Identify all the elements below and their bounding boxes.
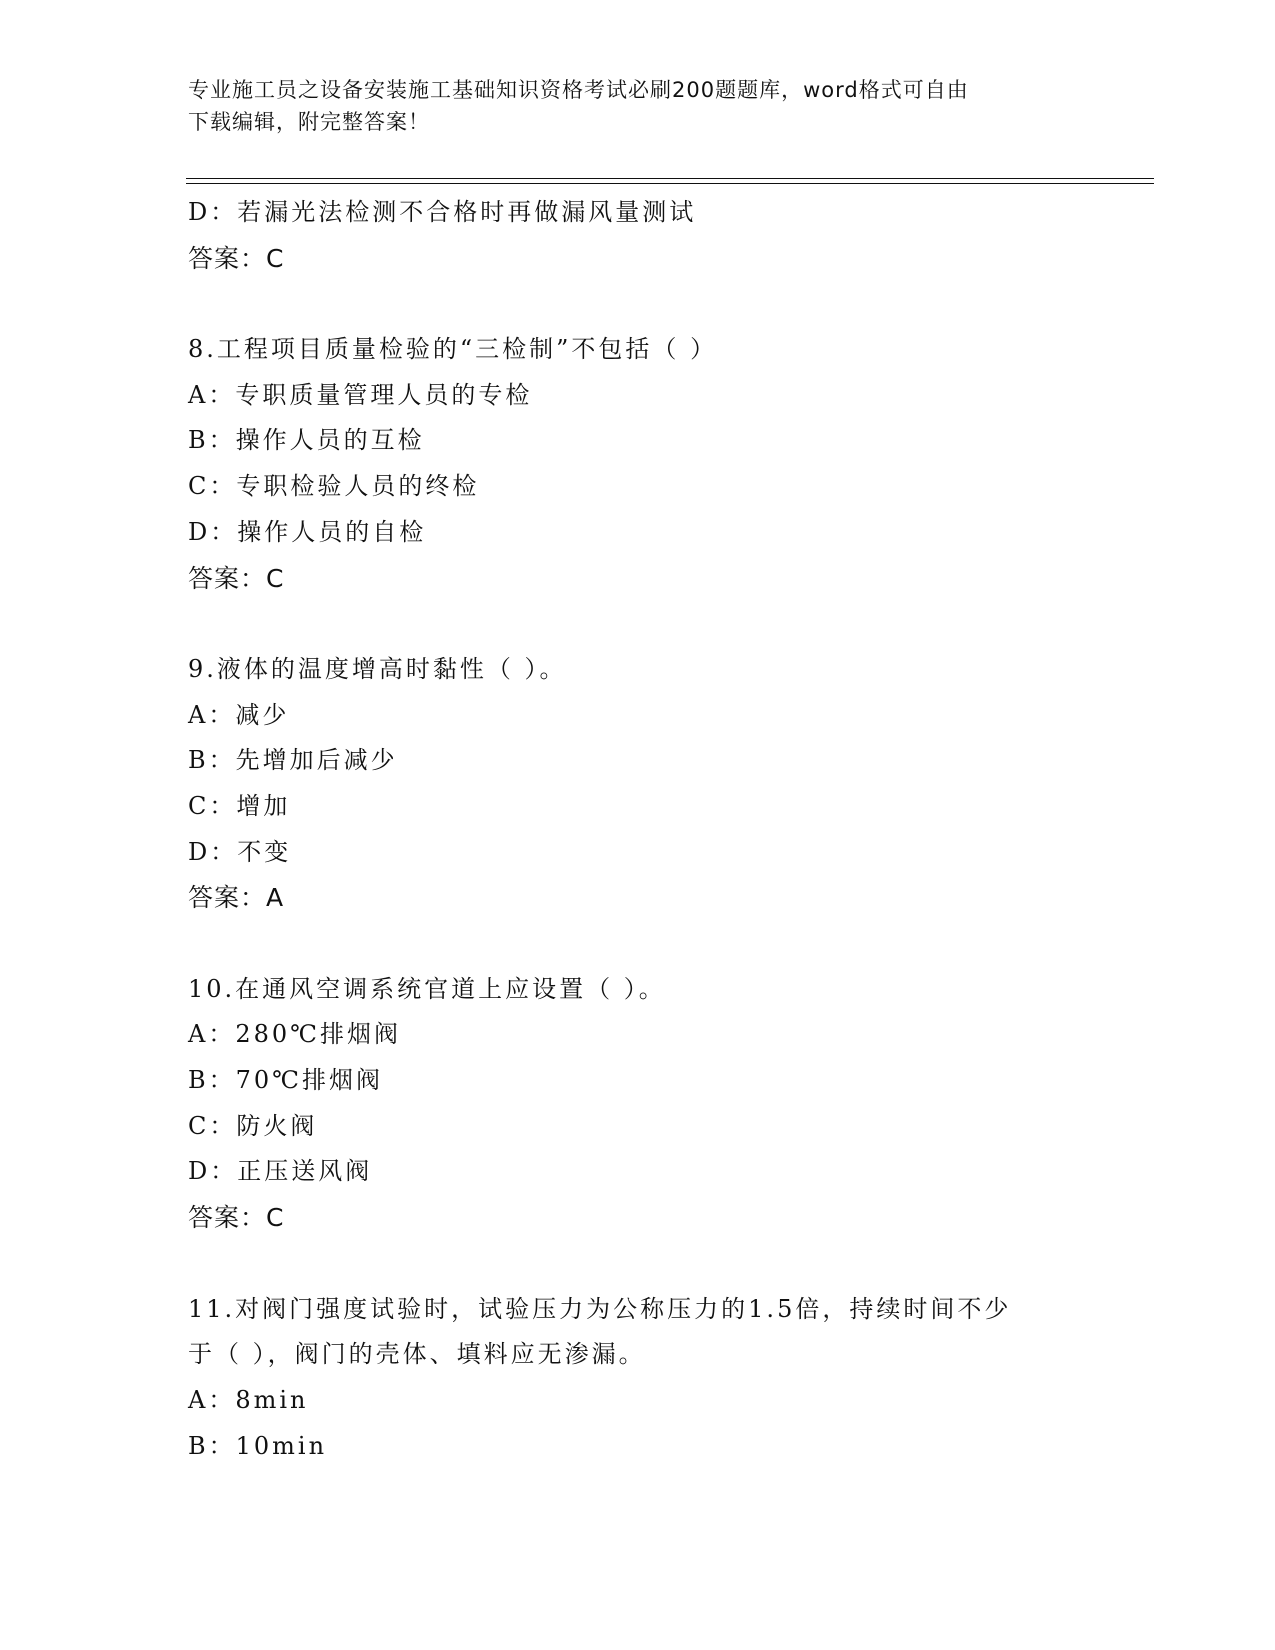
question-8: [188, 327, 1148, 601]
question-stem: 10.在通风空调系统官道上应设置（ ）。: [188, 974, 666, 1003]
option-b: B：先增加后减少: [188, 746, 398, 775]
question-stem: 9.液体的温度增高时黏性（ ）。: [188, 654, 567, 683]
question-stem: 8.工程项目质量检验的“三检制”不包括（ ）: [188, 335, 718, 364]
answer: 答案：C: [188, 563, 285, 593]
option-c: C：防火阀: [188, 1111, 318, 1140]
answer: 答案：A: [188, 883, 285, 913]
question-stem-line-2: 于（ ），阀门的壳体、填料应无渗漏。: [188, 1340, 646, 1369]
option-c: C：增加: [188, 791, 291, 820]
document-header: [188, 74, 1088, 138]
header-divider-bottom: [186, 183, 1154, 184]
option-a: A：280℃排烟阀: [188, 1020, 401, 1049]
option-a: A：8min: [188, 1385, 309, 1414]
question-11: [188, 1287, 1148, 1470]
option-d: D：操作人员的自检: [188, 517, 427, 546]
option-a: A：专职质量管理人员的专检: [188, 380, 533, 409]
option-d: D：不变: [188, 837, 292, 866]
option-b: B：10min: [188, 1431, 328, 1460]
question-content: [188, 190, 1148, 1469]
option-c: C：专职检验人员的终检: [188, 472, 480, 501]
question-10: [188, 967, 1148, 1241]
header-divider-top: [186, 178, 1154, 179]
question-9: [188, 647, 1148, 921]
question-stem-line-1: 11.对阀门强度试验时，试验压力为公称压力的1.5倍，持续时间不少: [188, 1294, 1012, 1323]
option-a: A：减少: [188, 700, 290, 729]
header-line-2: 下载编辑，附完整答案！: [188, 110, 430, 134]
option-d: D：若漏光法检测不合格时再做漏风量测试: [188, 198, 697, 226]
answer: 答案：C: [188, 1203, 285, 1233]
header-line-1: 专业施工员之设备安装施工基础知识资格考试必刷200题题库，word格式可自由: [188, 78, 969, 102]
option-b: B：操作人员的互检: [188, 426, 425, 455]
answer: 答案：C: [188, 243, 285, 273]
continued-question-7: [188, 190, 1148, 281]
option-b: B：70℃排烟阀: [188, 1066, 384, 1095]
option-d: D：正压送风阀: [188, 1157, 373, 1186]
